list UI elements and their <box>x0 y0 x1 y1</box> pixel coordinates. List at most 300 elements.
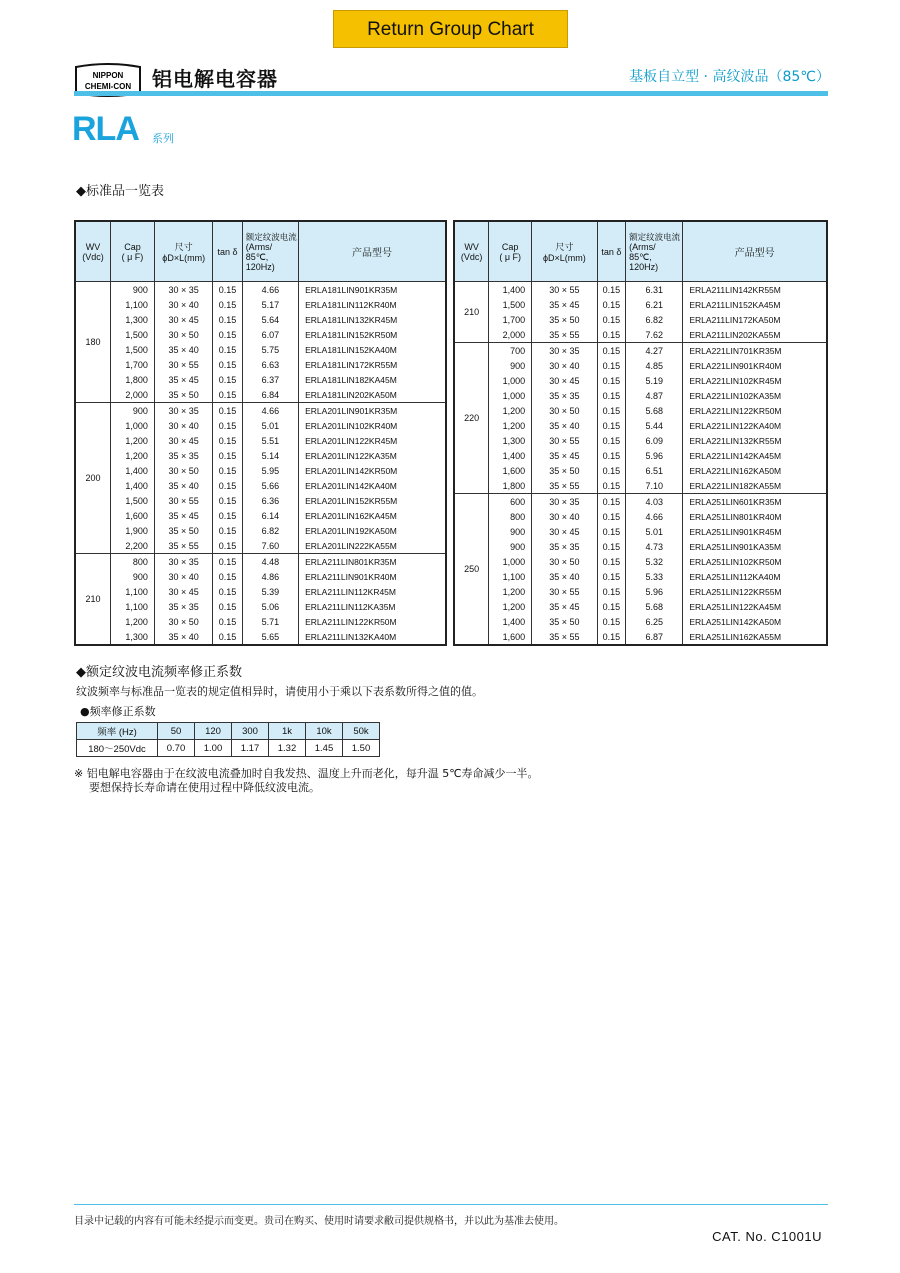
cap-header <box>489 221 532 282</box>
tan-header <box>213 221 242 282</box>
freq-table-title: ●频率修正系数 <box>80 705 156 718</box>
tan-cell: 0.15 <box>597 614 626 629</box>
cap-cell: 1,400 <box>489 614 532 629</box>
table-row <box>75 599 446 614</box>
cap-cell: 1,500 <box>111 327 155 342</box>
wv-cell: 220 <box>454 343 489 494</box>
table-row <box>454 599 827 614</box>
part-number-cell: ERLA181LIN152KR50M <box>299 327 446 342</box>
size-cell: 30 × 45 <box>154 584 213 599</box>
size-cell: 30 × 35 <box>154 403 213 419</box>
ripple-cell: 6.31 <box>626 282 683 298</box>
part-number-cell: ERLA251LIN901KR45M <box>683 524 827 539</box>
cap-cell: 1,700 <box>489 312 532 327</box>
size-cell: 30 × 40 <box>154 569 213 584</box>
part-number-cell: ERLA221LIN122KA40M <box>683 418 827 433</box>
table-row <box>454 614 827 629</box>
size-cell: 30 × 35 <box>154 554 213 570</box>
tan-cell: 0.15 <box>597 509 626 524</box>
part-number-cell: ERLA211LIN142KR55M <box>683 282 827 298</box>
part-number-cell: ERLA201LIN222KA55M <box>299 538 446 554</box>
page-title: 铝电解电容器 <box>152 67 278 91</box>
tan-cell: 0.15 <box>597 327 626 343</box>
table-row <box>454 569 827 584</box>
cap-cell: 1,600 <box>111 508 155 523</box>
part-number-cell: ERLA201LIN122KR45M <box>299 433 446 448</box>
table-row <box>454 312 827 327</box>
part-header-line: 产品型号 <box>734 248 775 259</box>
freq-header-cell: 1k <box>269 723 306 740</box>
part-number-cell: ERLA251LIN162KA55M <box>683 629 827 645</box>
table-row <box>75 478 446 493</box>
tan-cell: 0.15 <box>213 478 242 493</box>
part-header-line: 产品型号 <box>352 248 393 259</box>
size-cell: 30 × 45 <box>532 524 597 539</box>
ripple-cell: 5.14 <box>242 448 298 463</box>
size-cell: 35 × 50 <box>532 614 597 629</box>
tan-cell: 0.15 <box>213 327 242 342</box>
size-cell: 35 × 40 <box>532 569 597 584</box>
size-cell: 35 × 35 <box>154 599 213 614</box>
part-number-cell: ERLA221LIN182KA55M <box>683 478 827 494</box>
table-row <box>75 297 446 312</box>
size-cell: 30 × 55 <box>532 584 597 599</box>
cap-cell: 1,200 <box>489 418 532 433</box>
size-header-line: ϕD×L(mm) <box>162 253 206 263</box>
part-number-cell: ERLA181LIN112KR40M <box>299 297 446 312</box>
tan-header <box>597 221 626 282</box>
cap-header-line: ( μ F) <box>121 251 144 262</box>
part-number-cell: ERLA221LIN102KR45M <box>683 373 827 388</box>
cap-header <box>111 221 155 282</box>
part-number-cell: ERLA181LIN182KA45M <box>299 372 446 387</box>
spec-table-right <box>453 220 828 646</box>
ripple-cell: 7.60 <box>242 538 298 554</box>
ripple-cell: 5.96 <box>626 448 683 463</box>
freq-header-cell: 频率 (Hz) <box>77 723 158 740</box>
ripple-cell: 5.64 <box>242 312 298 327</box>
tan-cell: 0.15 <box>597 418 626 433</box>
part-number-cell: ERLA201LIN142KA40M <box>299 478 446 493</box>
tan-cell: 0.15 <box>213 584 242 599</box>
cap-cell: 1,400 <box>489 282 532 298</box>
table-row <box>75 327 446 342</box>
cap-cell: 1,100 <box>111 584 155 599</box>
size-cell: 30 × 55 <box>154 357 213 372</box>
cap-cell: 1,800 <box>489 478 532 494</box>
tan-cell: 0.15 <box>213 312 242 327</box>
part-number-cell: ERLA251LIN142KA50M <box>683 614 827 629</box>
ripple-cell: 5.19 <box>626 373 683 388</box>
freq-header-cell: 50 <box>158 723 195 740</box>
ripple-cell: 4.85 <box>626 358 683 373</box>
cap-cell: 1,300 <box>111 629 155 645</box>
ripple-cell: 5.96 <box>626 584 683 599</box>
cap-cell: 1,200 <box>111 448 155 463</box>
part-number-cell: ERLA251LIN102KR50M <box>683 554 827 569</box>
cap-header-line: Cap <box>501 241 519 252</box>
size-cell: 30 × 50 <box>154 614 213 629</box>
wv-cell: 200 <box>75 403 111 554</box>
tan-cell: 0.15 <box>213 448 242 463</box>
tan-cell: 0.15 <box>213 614 242 629</box>
cap-cell: 1,000 <box>111 418 155 433</box>
tan-cell: 0.15 <box>213 342 242 357</box>
part-number-cell: ERLA211LIN901KR40M <box>299 569 446 584</box>
cap-cell: 1,400 <box>489 448 532 463</box>
cap-cell: 1,600 <box>489 463 532 478</box>
size-cell: 35 × 50 <box>532 463 597 478</box>
catalog-number: CAT. No. C1001U <box>712 1229 822 1244</box>
tan-cell: 0.15 <box>213 538 242 554</box>
cap-cell: 600 <box>489 494 532 510</box>
table-row <box>454 629 827 645</box>
size-cell: 30 × 45 <box>154 312 213 327</box>
ripple-cell: 5.32 <box>626 554 683 569</box>
part-number-cell: ERLA201LIN901KR35M <box>299 403 446 419</box>
ripple-header-line: (Arms/ <box>245 241 273 252</box>
ripple-cell: 5.01 <box>242 418 298 433</box>
freq-value-cell: 1.17 <box>232 740 269 757</box>
tan-cell: 0.15 <box>213 463 242 478</box>
part-number-cell: ERLA211LIN202KA55M <box>683 327 827 343</box>
cap-cell: 1,200 <box>111 433 155 448</box>
part-number-cell: ERLA181LIN132KR45M <box>299 312 446 327</box>
size-cell: 30 × 40 <box>154 297 213 312</box>
ripple-header-line: 额定纹波电流 <box>245 231 297 242</box>
table-row <box>75 554 446 570</box>
cap-cell: 1,000 <box>489 388 532 403</box>
svg-text:CHEMI-CON: CHEMI-CON <box>84 82 132 91</box>
table-header-row <box>454 221 827 282</box>
size-cell: 30 × 45 <box>154 433 213 448</box>
ripple-cell: 6.51 <box>626 463 683 478</box>
tan-cell: 0.15 <box>597 584 626 599</box>
size-cell: 35 × 55 <box>532 629 597 645</box>
tan-cell: 0.15 <box>597 282 626 298</box>
ripple-description: 纹波频率与标准品一览表的规定值相异时，请使用小于乘以下表系数所得之值的值。 <box>76 685 483 698</box>
tan-cell: 0.15 <box>213 433 242 448</box>
part-number-cell: ERLA211LIN172KA50M <box>683 312 827 327</box>
ripple-cell: 6.07 <box>242 327 298 342</box>
section-standard-heading: ◆标准品一览表 <box>76 184 164 199</box>
ripple-cell: 5.39 <box>242 584 298 599</box>
size-cell: 30 × 35 <box>532 343 597 359</box>
freq-header-cell: 120 <box>195 723 232 740</box>
size-header <box>532 221 597 282</box>
freq-header-cell: 50k <box>343 723 380 740</box>
ripple-cell: 4.03 <box>626 494 683 510</box>
size-cell: 35 × 55 <box>532 478 597 494</box>
cap-cell: 1,700 <box>111 357 155 372</box>
size-cell: 35 × 35 <box>532 539 597 554</box>
part-number-cell: ERLA251LIN122KR55M <box>683 584 827 599</box>
size-cell: 35 × 40 <box>154 629 213 645</box>
freq-value-cell: 0.70 <box>158 740 195 757</box>
size-cell: 35 × 45 <box>154 372 213 387</box>
part-number-cell: ERLA221LIN102KA35M <box>683 388 827 403</box>
table-row <box>454 539 827 554</box>
part-number-cell: ERLA181LIN152KA40M <box>299 342 446 357</box>
table-row <box>454 554 827 569</box>
cap-cell: 1,200 <box>489 599 532 614</box>
size-cell: 35 × 35 <box>154 448 213 463</box>
ripple-cell: 4.86 <box>242 569 298 584</box>
table-row <box>75 629 446 645</box>
ripple-cell: 5.71 <box>242 614 298 629</box>
table-row <box>454 584 827 599</box>
part-header <box>683 221 827 282</box>
part-number-cell: ERLA201LIN192KA50M <box>299 523 446 538</box>
size-cell: 35 × 50 <box>532 312 597 327</box>
tan-cell: 0.15 <box>213 554 242 570</box>
tan-cell: 0.15 <box>597 373 626 388</box>
tan-header-line: tan δ <box>217 246 238 257</box>
part-number-cell: ERLA201LIN122KA35M <box>299 448 446 463</box>
cap-cell: 1,400 <box>111 478 155 493</box>
tan-cell: 0.15 <box>213 523 242 538</box>
size-cell: 30 × 50 <box>532 554 597 569</box>
part-number-cell: ERLA251LIN801KR40M <box>683 509 827 524</box>
table-row <box>75 418 446 433</box>
part-number-cell: ERLA211LIN132KA40M <box>299 629 446 645</box>
cap-cell: 900 <box>489 524 532 539</box>
freq-value-cell: 1.50 <box>343 740 380 757</box>
part-number-cell: ERLA221LIN122KR50M <box>683 403 827 418</box>
ripple-cell: 6.21 <box>626 297 683 312</box>
freq-header-row <box>77 723 380 740</box>
ripple-cell: 5.17 <box>242 297 298 312</box>
part-number-cell: ERLA221LIN901KR40M <box>683 358 827 373</box>
ripple-cell: 5.33 <box>626 569 683 584</box>
cap-cell: 1,500 <box>111 342 155 357</box>
part-number-cell: ERLA221LIN132KR55M <box>683 433 827 448</box>
ripple-cell: 6.36 <box>242 493 298 508</box>
size-cell: 35 × 50 <box>154 387 213 403</box>
part-header <box>299 221 446 282</box>
size-cell: 30 × 50 <box>532 403 597 418</box>
tan-cell: 0.15 <box>213 418 242 433</box>
freq-value-cell: 1.00 <box>195 740 232 757</box>
table-row <box>454 358 827 373</box>
header-divider <box>74 91 828 96</box>
ripple-cell: 6.25 <box>626 614 683 629</box>
wv-cell: 250 <box>454 494 489 646</box>
size-cell: 30 × 40 <box>532 509 597 524</box>
cap-cell: 900 <box>111 403 155 419</box>
wv-header-line: (Vdc) <box>82 251 104 262</box>
ripple-cell: 6.14 <box>242 508 298 523</box>
tan-cell: 0.15 <box>597 312 626 327</box>
table-row <box>75 403 446 419</box>
ripple-cell: 6.63 <box>242 357 298 372</box>
ripple-cell: 4.66 <box>626 509 683 524</box>
size-cell: 35 × 40 <box>532 418 597 433</box>
ripple-cell: 6.82 <box>242 523 298 538</box>
ripple-header-line: 85℃, 120Hz) <box>245 251 275 272</box>
size-cell: 30 × 55 <box>532 433 597 448</box>
part-number-cell: ERLA201LIN152KR55M <box>299 493 446 508</box>
section-ripple-heading: ◆额定纹波电流频率修正系数 <box>76 665 242 680</box>
cap-cell: 1,100 <box>111 297 155 312</box>
cap-cell: 1,000 <box>489 554 532 569</box>
table-row <box>454 463 827 478</box>
table-row <box>75 614 446 629</box>
cap-header-line: ( μ F) <box>499 251 522 262</box>
cap-cell: 1,400 <box>111 463 155 478</box>
ripple-header-line: 85℃, 120Hz) <box>629 251 659 272</box>
ripple-cell: 4.66 <box>242 403 298 419</box>
spec-table-left <box>74 220 447 646</box>
tan-cell: 0.15 <box>597 539 626 554</box>
tan-cell: 0.15 <box>597 478 626 494</box>
size-cell: 35 × 50 <box>154 523 213 538</box>
ripple-cell: 5.44 <box>626 418 683 433</box>
ripple-cell: 7.62 <box>626 327 683 343</box>
tan-cell: 0.15 <box>597 433 626 448</box>
cap-cell: 1,800 <box>111 372 155 387</box>
part-number-cell: ERLA211LIN122KR50M <box>299 614 446 629</box>
tan-cell: 0.15 <box>597 524 626 539</box>
table-row <box>75 493 446 508</box>
tan-cell: 0.15 <box>597 448 626 463</box>
cap-cell: 900 <box>111 569 155 584</box>
part-number-cell: ERLA181LIN901KR35M <box>299 282 446 298</box>
table-row <box>75 387 446 403</box>
wv-header-line: WV <box>85 241 101 252</box>
part-number-cell: ERLA201LIN162KA45M <box>299 508 446 523</box>
table-row <box>454 524 827 539</box>
tan-cell: 0.15 <box>213 599 242 614</box>
part-number-cell: ERLA221LIN142KA45M <box>683 448 827 463</box>
table-row <box>454 343 827 359</box>
footer-disclaimer: 目录中记载的内容有可能未经提示而变更。贵司在购买、使用时请要求敝司提供规格书，并以此为基准去使用。 <box>74 1216 564 1227</box>
ripple-cell: 4.87 <box>626 388 683 403</box>
size-cell: 35 × 45 <box>532 599 597 614</box>
ripple-header <box>626 221 683 282</box>
table-row <box>454 327 827 343</box>
ripple-cell: 6.84 <box>242 387 298 403</box>
ripple-cell: 5.68 <box>626 403 683 418</box>
svg-text:NIPPON: NIPPON <box>92 71 124 80</box>
ripple-cell: 6.82 <box>626 312 683 327</box>
table-row <box>75 342 446 357</box>
cap-cell: 1,900 <box>111 523 155 538</box>
tan-cell: 0.15 <box>213 372 242 387</box>
ripple-cell: 5.68 <box>626 599 683 614</box>
cap-cell: 1,100 <box>111 599 155 614</box>
cap-cell: 800 <box>489 509 532 524</box>
table-row <box>454 433 827 448</box>
size-cell: 30 × 50 <box>154 327 213 342</box>
ripple-cell: 4.27 <box>626 343 683 359</box>
tan-cell: 0.15 <box>597 494 626 510</box>
cap-header-line: Cap <box>124 241 141 252</box>
size-header-line: ϕD×L(mm) <box>542 253 586 263</box>
ripple-cell: 4.73 <box>626 539 683 554</box>
size-cell: 35 × 40 <box>154 342 213 357</box>
freq-value-row <box>77 740 380 757</box>
cap-cell: 900 <box>111 282 155 298</box>
tan-cell: 0.15 <box>597 403 626 418</box>
cap-cell: 1,200 <box>111 614 155 629</box>
table-row <box>454 403 827 418</box>
table-row <box>75 538 446 554</box>
cap-cell: 800 <box>111 554 155 570</box>
size-cell: 35 × 55 <box>532 327 597 343</box>
table-row <box>75 523 446 538</box>
part-number-cell: ERLA181LIN202KA50M <box>299 387 446 403</box>
cap-cell: 1,300 <box>489 433 532 448</box>
size-header-line: 尺寸 <box>174 242 193 252</box>
tan-cell: 0.15 <box>597 358 626 373</box>
cap-cell: 1,500 <box>111 493 155 508</box>
cap-cell: 1,500 <box>489 297 532 312</box>
ripple-cell: 6.87 <box>626 629 683 645</box>
table-row <box>75 584 446 599</box>
tan-cell: 0.15 <box>213 403 242 419</box>
cap-cell: 2,000 <box>489 327 532 343</box>
tan-cell: 0.15 <box>213 297 242 312</box>
footer-divider <box>74 1204 828 1205</box>
table-row <box>454 448 827 463</box>
cap-cell: 1,300 <box>111 312 155 327</box>
table-row <box>454 282 827 298</box>
table-row <box>75 433 446 448</box>
table-row <box>454 388 827 403</box>
freq-value-cell: 1.45 <box>306 740 343 757</box>
cap-cell: 1,000 <box>489 373 532 388</box>
return-group-chart-button[interactable]: Return Group Chart <box>333 10 568 48</box>
size-cell: 30 × 50 <box>154 463 213 478</box>
ripple-cell: 5.95 <box>242 463 298 478</box>
tan-cell: 0.15 <box>213 569 242 584</box>
series-name: RLA <box>72 110 139 148</box>
ripple-cell: 6.09 <box>626 433 683 448</box>
table-row <box>454 297 827 312</box>
size-cell: 30 × 45 <box>532 373 597 388</box>
ripple-header-line: (Arms/ <box>629 241 656 252</box>
wv-header-line: (Vdc) <box>460 251 483 262</box>
ripple-header-line: 额定纹波电流 <box>629 231 681 242</box>
table-row <box>454 418 827 433</box>
table-row <box>454 494 827 510</box>
size-cell: 30 × 55 <box>532 282 597 298</box>
ripple-cell: 5.51 <box>242 433 298 448</box>
size-cell: 35 × 45 <box>532 448 597 463</box>
tan-header-line: tan δ <box>601 246 622 257</box>
ripple-cell: 5.06 <box>242 599 298 614</box>
tan-cell: 0.15 <box>597 599 626 614</box>
part-number-cell: ERLA201LIN102KR40M <box>299 418 446 433</box>
ripple-cell: 5.01 <box>626 524 683 539</box>
ripple-header <box>242 221 298 282</box>
tan-cell: 0.15 <box>213 629 242 645</box>
size-cell: 35 × 55 <box>154 538 213 554</box>
table-row <box>75 463 446 478</box>
table-row <box>454 509 827 524</box>
size-header-line: 尺寸 <box>555 242 574 252</box>
tan-cell: 0.15 <box>213 282 242 298</box>
table-row <box>75 312 446 327</box>
size-cell: 30 × 55 <box>154 493 213 508</box>
tan-cell: 0.15 <box>213 493 242 508</box>
size-cell: 30 × 35 <box>532 494 597 510</box>
cap-cell: 2,000 <box>111 387 155 403</box>
part-number-cell: ERLA201LIN142KR50M <box>299 463 446 478</box>
part-number-cell: ERLA211LIN112KA35M <box>299 599 446 614</box>
table-row <box>75 282 446 298</box>
